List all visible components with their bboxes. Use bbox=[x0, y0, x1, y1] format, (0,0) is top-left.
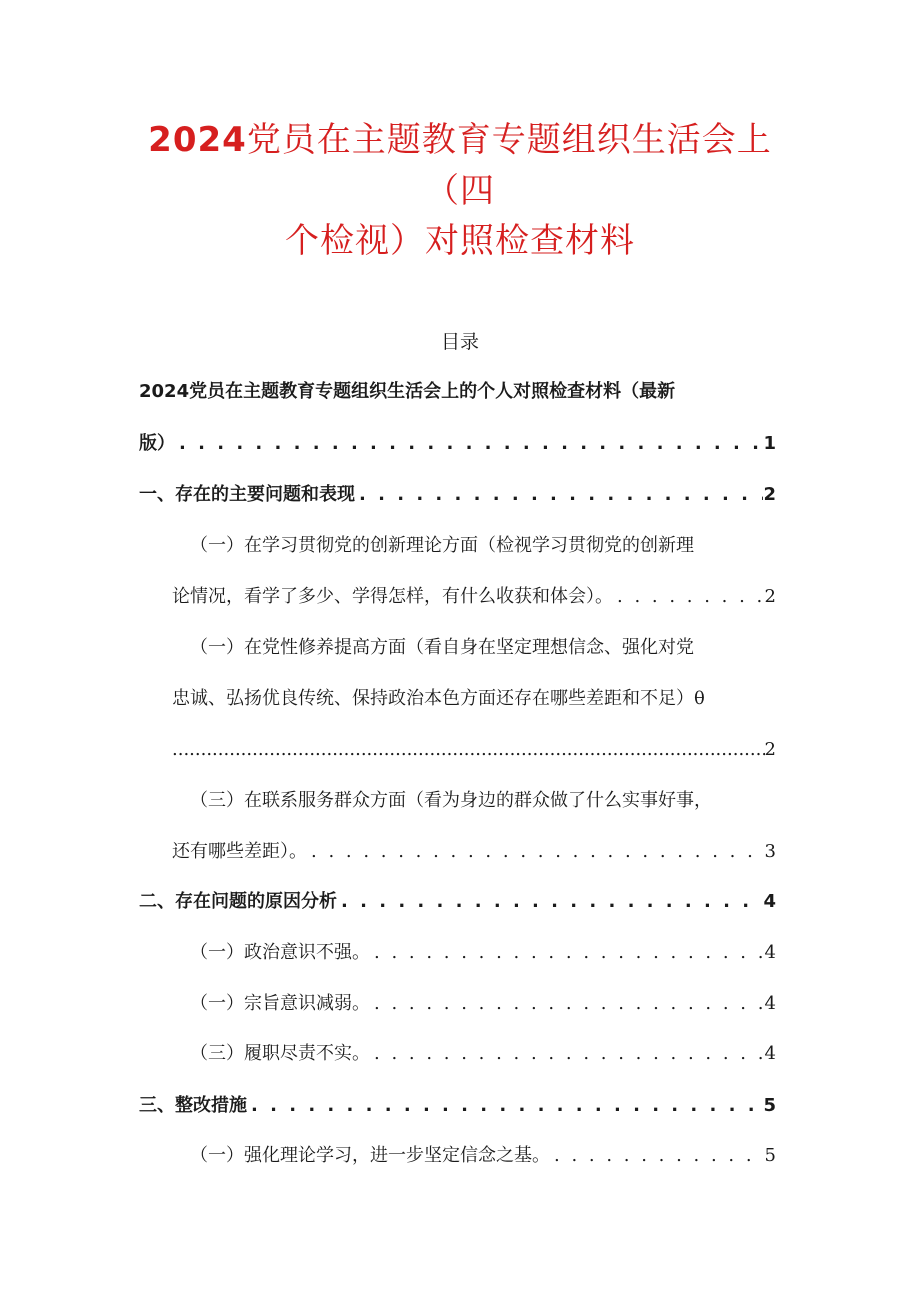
document-title-line-2 bbox=[0, 165, 920, 217]
toc-page-number: 4 bbox=[764, 942, 776, 963]
toc-entry-1-3-line1[interactable]: （三）在联系服务群众方面（看为身边的群众做了什么实事好事， bbox=[190, 790, 712, 811]
toc-page-number: 4 bbox=[764, 993, 776, 1014]
document-title-line-3 bbox=[0, 215, 920, 267]
toc-entry-section-3[interactable] bbox=[139, 1093, 776, 1119]
toc-page-number: 2 bbox=[763, 484, 776, 505]
toc-entry-2-3[interactable] bbox=[190, 1041, 776, 1067]
toc-leader bbox=[175, 431, 763, 457]
toc-entry-text: （三）履职尽责不实。 bbox=[190, 1043, 370, 1064]
toc-entry-1-1-line1[interactable]: （一）在学习贯彻党的创新理论方面（检视学习贯彻党的创新理 bbox=[190, 535, 694, 556]
toc-entry-2-2[interactable] bbox=[190, 991, 776, 1017]
toc-page-number: 5 bbox=[764, 1145, 776, 1166]
toc-entry-text: 二、存在问题的原因分析 bbox=[139, 891, 337, 912]
toc-heading: 目录 bbox=[440, 331, 479, 353]
toc-entry-text: 一、存在的主要问题和表现 bbox=[139, 484, 355, 505]
toc-entry-section-2[interactable] bbox=[139, 889, 776, 915]
title-text-3: 个检视）对照检查材料 bbox=[285, 221, 635, 261]
toc-entry-1-2[interactable] bbox=[172, 737, 776, 763]
toc-entry-3-1[interactable] bbox=[190, 1143, 776, 1169]
toc-leader bbox=[550, 1143, 765, 1169]
toc-entry-text: 还有哪些差距）。 bbox=[172, 841, 307, 862]
toc-page-number: 5 bbox=[763, 1095, 776, 1116]
toc-page-number: 4 bbox=[763, 891, 776, 912]
toc-leader bbox=[247, 1093, 763, 1119]
toc-entry-section-1[interactable] bbox=[139, 482, 776, 508]
toc-entry-1-3[interactable] bbox=[172, 839, 776, 865]
toc-page-number: 2 bbox=[764, 739, 776, 760]
toc-entry-2-1[interactable] bbox=[190, 940, 776, 966]
toc-entry-text: （一）强化理论学习，进一步坚定信念之基。 bbox=[190, 1145, 550, 1166]
toc-entry-text: 版） bbox=[139, 433, 175, 454]
toc-page-number: 1 bbox=[763, 433, 776, 454]
toc-leader bbox=[370, 991, 765, 1017]
toc-page-number: 3 bbox=[764, 841, 776, 862]
toc-entry-text: 三、整改措施 bbox=[139, 1095, 247, 1116]
toc-leader bbox=[370, 1041, 765, 1067]
title-text-2: （四 bbox=[425, 171, 495, 211]
toc-entry-main-title-line1[interactable]: 2024党员在主题教育专题组织生活会上的个人对照检查材料（最新 bbox=[139, 381, 676, 402]
title-text-1: 党员在主题教育专题组织生活会上 bbox=[246, 120, 772, 160]
toc-leader bbox=[337, 889, 763, 915]
toc-page-number: 4 bbox=[764, 1043, 776, 1064]
document-title-line-1 bbox=[0, 114, 920, 166]
toc-entry-1-2-line1[interactable]: （一）在党性修养提高方面（看自身在坚定理想信念、强化对党 bbox=[190, 637, 694, 658]
toc-entry-text: （一）政治意识不强。 bbox=[190, 942, 370, 963]
toc-entry-text: （一）宗旨意识减弱。 bbox=[190, 993, 370, 1014]
toc-entry-text: 论情况，看学了多少、学得怎样，有什么收获和体会）。 bbox=[172, 586, 613, 607]
toc-leader bbox=[370, 940, 765, 966]
toc-leader bbox=[307, 839, 765, 865]
toc-entry-main-title[interactable] bbox=[139, 431, 776, 457]
title-year: 2024 bbox=[148, 120, 247, 160]
toc-leader bbox=[613, 584, 765, 610]
toc-entry-1-2-line2[interactable]: 忠诚、弘扬优良传统、保持政治本色方面还存在哪些差距和不足）θ bbox=[172, 688, 705, 709]
toc-leader bbox=[355, 482, 763, 508]
toc-page-number: 2 bbox=[764, 586, 776, 607]
toc-leader bbox=[172, 737, 765, 763]
toc-entry-1-1[interactable] bbox=[172, 584, 776, 610]
